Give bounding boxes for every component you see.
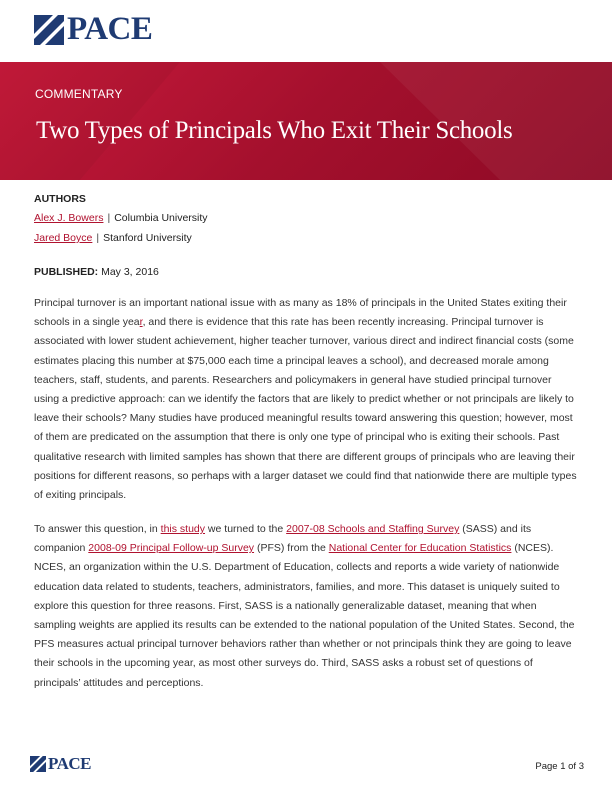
- author-affiliation: Stanford University: [103, 232, 192, 244]
- separator: |: [96, 232, 100, 244]
- category-label: COMMENTARY: [35, 87, 123, 101]
- text-run: (PFS) from the: [254, 542, 329, 555]
- author-link[interactable]: Alex J. Bowers: [34, 212, 104, 224]
- pace-slash-mark-icon: [34, 15, 64, 45]
- logo-wordmark: PACE: [67, 11, 153, 47]
- this-study-link[interactable]: this study: [160, 523, 206, 535]
- nces-link[interactable]: National Center for Education Statistics: [328, 542, 512, 555]
- text-run: To answer this question, in: [34, 523, 161, 535]
- footnote-link[interactable]: r: [139, 316, 143, 329]
- author-link[interactable]: Jared Boyce: [34, 232, 93, 244]
- pfs-survey-link[interactable]: 2008-09 Principal Follow-up Survey: [88, 542, 255, 555]
- author-entry: [34, 232, 579, 244]
- published-date: May 3, 2016: [101, 266, 159, 278]
- page-number: Page 1 of 3: [535, 761, 584, 772]
- logo-wordmark: PACE: [48, 754, 92, 773]
- text-run: (SASS) and its companion: [34, 523, 532, 555]
- pace-logo-header[interactable]: [34, 13, 152, 46]
- separator: |: [107, 212, 111, 224]
- body-paragraph-2: [34, 520, 579, 693]
- pace-slash-mark-icon: [30, 756, 46, 772]
- author-entry: [34, 212, 579, 224]
- text-run: (NCES). NCES, an organization within the U.S. Department of Education, collects and reports a wide variety of nationwide education data related to students, teachers, administrators, families, and more. This dataset is uniquely suited to explore this question for three reasons. First, SASS is a nationally generalizable dataset, meaning that when sampling weights are applied its results can be extended to the national population of the United States. Second, the PFS measures actual principal turnover behaviors rather than whether or not principals think they are going to leave their schools in the upcoming year, as most other surveys do. Third, SASS asks a robust set of questions of principals’ attitudes and perceptions.: [34, 542, 575, 689]
- author-affiliation: Columbia University: [114, 212, 208, 224]
- published-label: PUBLISHED:: [34, 266, 99, 278]
- text-run: , and there is evidence that this rate has been recently increasing. Principal turnover is associated with lower student achievement, higher teacher turnover, various direct and indirect financial costs (some estimates placing this number at $75,000 each time a principal leaves a school), and decreased morale among teachers, staff, students, and parents. Researchers and policymakers in general have studied principal turnover using a predictive approach: can we identify the factors that are likely to predict whether or not principals are likely to leave their schools? Many studies have produced meaningful results toward answering this question; however, most of them are predicated on the assumption that there is only one type of principal who is exiting their schools. Past qualitative research with limited samples has shown that there are different groups of principals who are leaving their positions for different reasons, so perhaps with a larger dataset we could find that nationwide there are multiple types of exiting principals.: [34, 316, 577, 502]
- authors-heading: AUTHORS: [34, 193, 86, 205]
- text-run: Principal turnover is an important national issue with as many as 18% of principals in the United States exiting their schools in a single yea: [34, 297, 567, 329]
- pace-logo-footer[interactable]: [30, 755, 91, 772]
- text-run: we turned to the: [205, 523, 287, 535]
- page-title: Two Types of Principals Who Exit Their Schools: [36, 117, 513, 144]
- header-banner: [0, 62, 612, 180]
- published-line: [34, 266, 579, 278]
- body-paragraph-1: [34, 294, 579, 505]
- sass-survey-link[interactable]: 2007-08 Schools and Staffing Survey: [286, 523, 460, 535]
